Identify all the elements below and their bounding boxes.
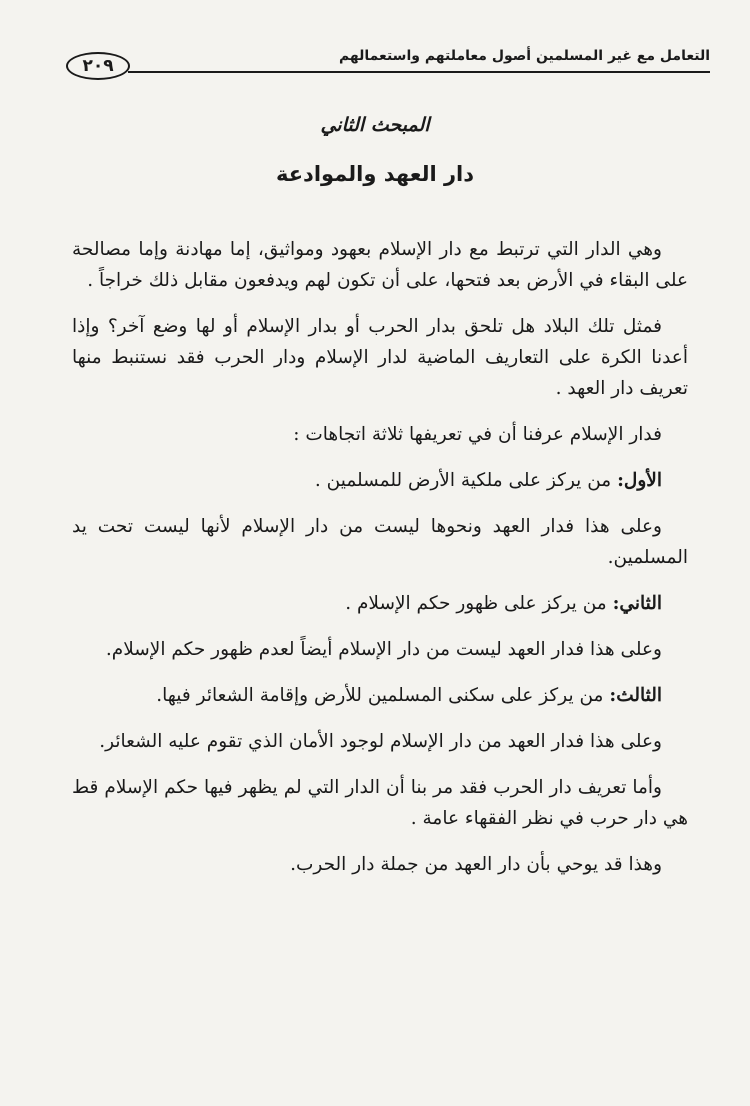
running-title: التعامل مع غير المسلمين أصول معاملتهم واستعمالهم — [338, 48, 710, 64]
paragraph: وعلى هذا فدار العهد ونحوها ليست من دار الإسلام لأنها ليست تحت يد المسلمين. — [72, 516, 688, 568]
paragraph: الأول: من يركز على ملكية الأرض للمسلمين . — [314, 470, 662, 491]
header-rule — [128, 71, 710, 73]
term-label: الأول: — [617, 470, 662, 491]
page-header — [66, 44, 710, 84]
paragraph: وهذا قد يوحي بأن دار العهد من جملة دار الحرب. — [290, 854, 662, 875]
paragraph: الثالث: من يركز على سكنى المسلمين للأرض وإقامة الشعائر فيها. — [156, 685, 662, 706]
paragraph: وعلى هذا فدار العهد من دار الإسلام لوجود الأمان الذي تقوم عليه الشعائر. — [99, 731, 662, 752]
chapter-title: دار العهد والموادعة — [275, 162, 475, 186]
paragraph: وعلى هذا فدار العهد ليست من دار الإسلام أيضاً لعدم ظهور حكم الإسلام. — [105, 639, 662, 660]
term-label: الثالث: — [609, 685, 662, 706]
paragraph: فدار الإسلام عرفنا أن في تعريفها ثلاثة اتجاهات : — [293, 424, 662, 445]
term-label: الثاني: — [612, 593, 662, 614]
paragraph: الثاني: من يركز على ظهور حكم الإسلام . — [345, 593, 662, 614]
section-label: المبحث الثاني — [320, 114, 430, 136]
body-text — [72, 234, 688, 895]
page-number: ٢٠٩ — [66, 52, 130, 80]
paragraph: فمثل تلك البلاد هل تلحق بدار الحرب أو بدار الإسلام أو لها وضع آخر؟ وإذا أعدنا الكرة على التعاريف الماضية لدار الإسلام ودار الحرب فقد نستنبط منها تعريف دار العهد . — [72, 316, 688, 399]
paragraph: وهي الدار التي ترتبط مع دار الإسلام بعهود ومواثيق، إما مهادنة وإما مصالحة على البقاء في الأرض بعد فتحها، على أن تكون لهم ويدفعون مقابل ذلك خراجاً . — [72, 239, 688, 291]
paragraph: وأما تعريف دار الحرب فقد مر بنا أن الدار التي لم يظهر فيها حكم الإسلام قط هي دار حرب في نظر الفقهاء عامة . — [72, 777, 688, 829]
